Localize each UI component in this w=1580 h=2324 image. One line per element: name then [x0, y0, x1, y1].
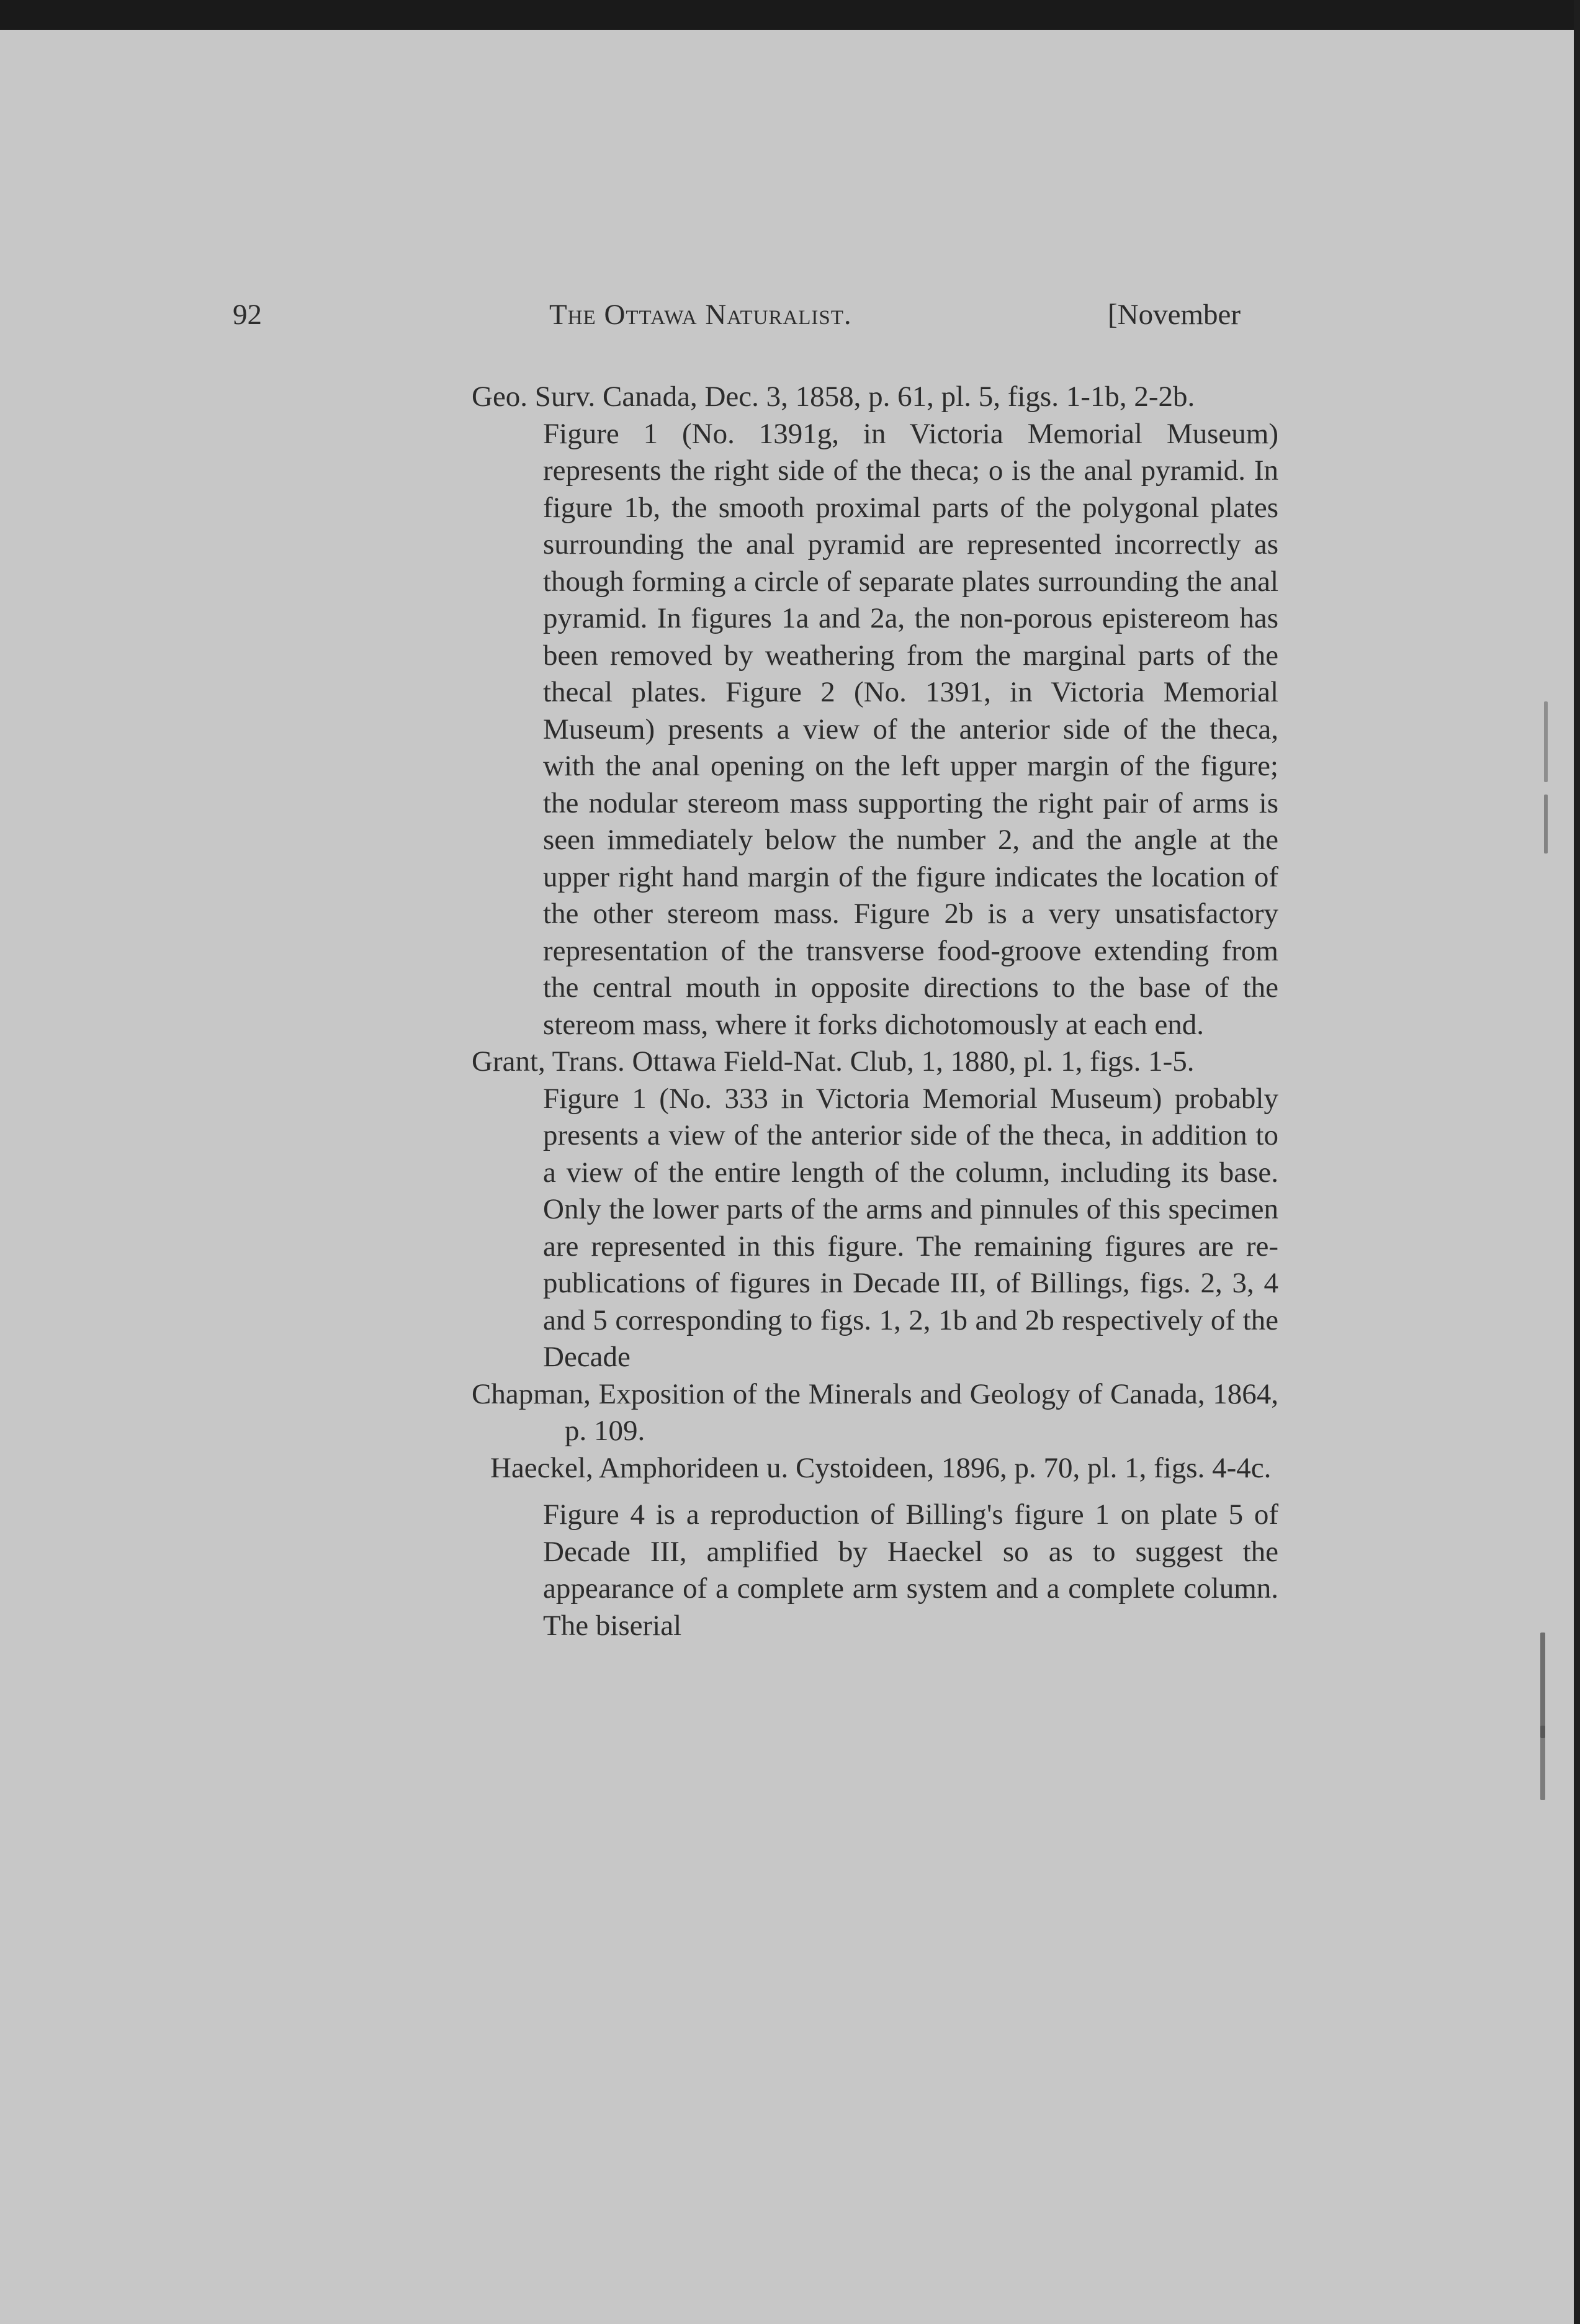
- reference-description: Figure 4 is a reproduction of Billing's figure 1 on plate 5 of Decade III, amplified by Haeckel so as to suggest the appearance of a complete arm system and a complete column. The biserial: [543, 1498, 1278, 1642]
- page-number: 92: [233, 299, 262, 331]
- page-header: [0, 297, 1574, 346]
- reference-citation: Chapman, Exposition of the Minerals and Geology of Canada, 1864, p. 109.: [472, 1377, 1278, 1447]
- reference-list: [472, 379, 1278, 1644]
- scan-mark: [1540, 1633, 1545, 1738]
- issue-month: [November: [1108, 299, 1241, 331]
- scan-right-border: [1574, 0, 1580, 2324]
- scan-mark: [1544, 795, 1548, 853]
- running-head: The Ottawa Naturalist.: [549, 299, 852, 331]
- scan-mark: [1540, 1726, 1545, 1800]
- reference-citation: Haeckel, Amphorideen u. Cystoideen, 1896, p. 70, pl. 1, figs. 4-4c.: [490, 1451, 1272, 1484]
- reference-description: Figure 1 (No. 1391g, in Victoria Memorial Museum) represents the right side of the theca; o is the anal pyramid. In figure 1b, the smooth proximal parts of the polygonal plates surrounding the anal pyramid are represented incorrectly as though forming a circle of separate plates surrounding the anal pyramid. In figures 1a and 2a, the non-porous epistereom has been removed by weathering from the marginal parts of the thecal plates. Figure 2 (No. 1391, in Victoria Memorial Museum) presents a view of the anterior side of the theca, with the anal opening on the left upper margin of the figure; the nodular stereom mass supporting the right pair of arms is seen immediately below the number 2, and the angle at the upper right hand margin of the figure indicates the location of the other stereom mass. Figure 2b is a very unsatisfactory representation of the transverse food-groove extending from the central mouth in opposite directions to the base of the stereom mass, where it forks dichotomously at each end.: [543, 417, 1278, 1041]
- reference-citation: Geo. Surv. Canada, Dec. 3, 1858, p. 61, pl. 5, figs. 1-1b, 2-2b.: [472, 381, 1195, 413]
- reference-citation: Grant, Trans. Ottawa Field-Nat. Club, 1, 1880, pl. 1, figs. 1-5.: [472, 1045, 1195, 1078]
- scan-mark: [1544, 701, 1548, 782]
- reference-description: Figure 1 (No. 333 in Victoria Memorial Museum) probably presents a view of the anterior side of the theca, in addition to a view of the entire length of the column, including its base. Only the lower parts of the arms and pinnules of this specimen are represented in this figure. The remaining figures are re-publications of figures in Decade III, of Billings, figs. 2, 3, 4 and 5 corresponding to figs. 1, 2, 1b and 2b respectively of the Decade: [543, 1082, 1278, 1373]
